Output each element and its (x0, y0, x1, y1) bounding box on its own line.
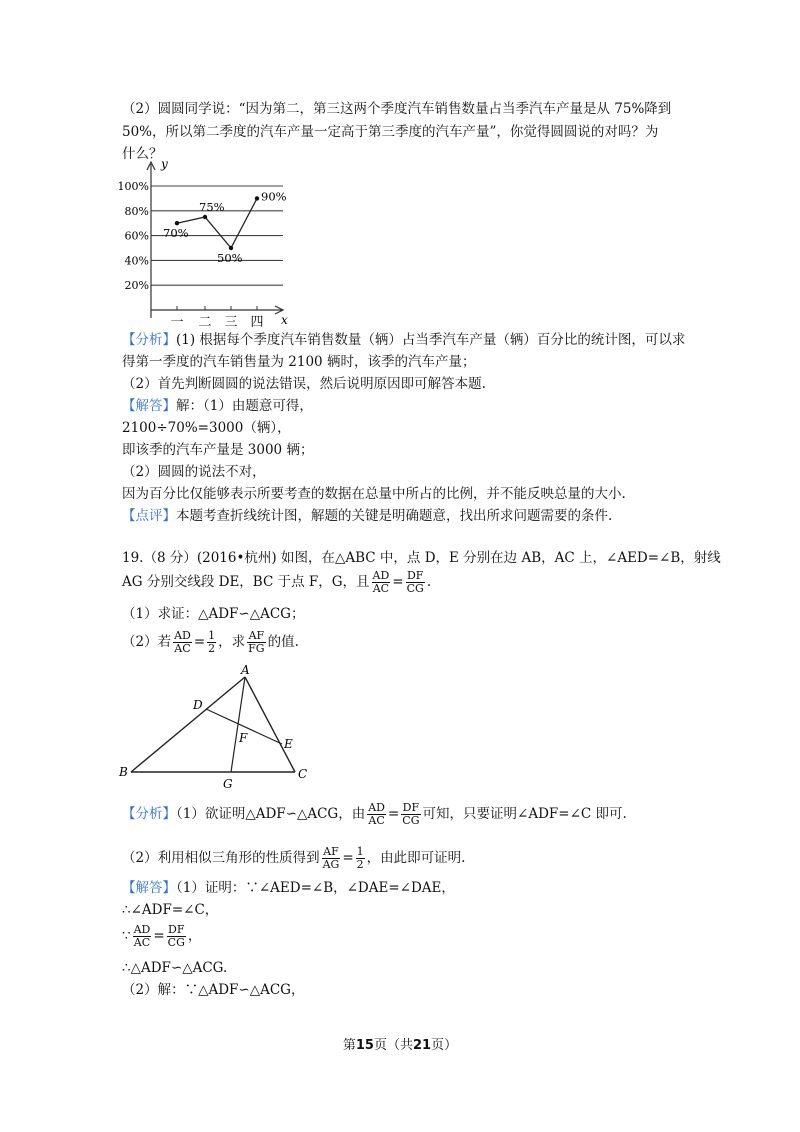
q19-line1: 19.（8 分）(2016•杭州) 如图，在△ABC 中，点 D，E 分别在边 AB，AC 上，∠AED=∠B，射线 (122, 550, 721, 566)
q18-part2-line2: 50%，所以第二季度的汽车产量一定高于第三季度的汽车产量”，你觉得圆圆说的对吗？为 (122, 124, 659, 140)
label-f: F (239, 731, 248, 745)
q18-comment: 【点评】本题考查折线统计图，解题的关键是明确题意，找出所求问题需要的条件. (122, 508, 613, 524)
q19-answer-line1: 【解答】（1）证明：∵∠AED=∠B，∠DAE=∠DAE， (122, 880, 455, 896)
q19-answer-line3: ∵ $\frac{AD}{AC}$ = $\frac{DF}{CG}$ ， (122, 923, 202, 949)
data-label: 70% (163, 226, 189, 241)
x-axis-label: x (281, 313, 288, 327)
q18-answer-line5: 因为百分比仅能够表示所要考查的数据在总量中所占的比例，并不能反映总量的大小. (122, 486, 626, 502)
x-tick-label: 一 (170, 315, 184, 328)
q19-part1: （1）求证：△ADF∽△ACG； (122, 606, 305, 622)
analysis-tag: 【分析】 (122, 332, 176, 348)
answer-tag: 【解答】 (122, 880, 176, 896)
label-g: G (223, 777, 233, 791)
y-tick-label: 60% (124, 229, 149, 243)
y-tick-label: 20% (124, 279, 149, 293)
data-label: 90% (261, 189, 287, 204)
label-b: B (119, 765, 128, 779)
q18-answer-line2: 2100÷70%=3000（辆）， (122, 420, 291, 436)
q19-answer-line5: （2）解：∵△ADF∽△ACG， (122, 982, 305, 998)
label-a: A (241, 663, 250, 677)
q19-answer-line2: ∴∠ADF=∠C， (122, 902, 219, 918)
fraction-ad-ac: $\frac{AD}{AC}$ (133, 923, 151, 949)
data-point (255, 196, 259, 200)
data-label: 50% (217, 251, 243, 265)
fraction-ad-ac: $\frac{AD}{AC}$ (368, 801, 385, 827)
x-tick-label: 二 (198, 315, 212, 328)
fraction-ad-ac: $\frac{AD}{AC}$ (174, 629, 191, 655)
fraction-af-fg: $\frac{AF}{FG}$ (248, 629, 265, 655)
comment-tag: 【点评】 (122, 508, 176, 524)
side-ac (245, 677, 295, 772)
ray-ag (231, 677, 245, 772)
q18-answer-line1: 【解答】解：（1）由题意可得， (122, 398, 313, 414)
label-c: C (298, 767, 308, 781)
fraction-one-half: $\frac{1}{2}$ (356, 845, 364, 871)
analysis-tag: 【分析】 (122, 806, 176, 822)
label-e: E (284, 737, 293, 751)
fraction-af-ag: $\frac{AF}{AG}$ (322, 845, 340, 871)
q18-part2-line3: 什么？ (122, 146, 163, 162)
q18-line-chart (115, 158, 295, 328)
fraction-df-cg: $\frac{DF}{CG}$ (167, 923, 185, 949)
data-point (229, 246, 233, 250)
y-tick-label: 100% (117, 180, 149, 193)
q19-triangle-figure (115, 662, 315, 792)
fraction-df-cg: $\frac{DF}{CG}$ (402, 801, 420, 827)
page-footer: 第15页（共21页） (342, 1038, 458, 1053)
label-d: D (193, 698, 203, 712)
q18-answer-line3: 即该季的汽车产量是 3000 辆； (122, 442, 314, 458)
x-tick-label: 四 (250, 315, 264, 328)
q18-analysis-line3: （2）首先判断圆圆的说法错误，然后说明原因即可解答本题. (122, 376, 486, 392)
fraction-one-half: $\frac{1}{2}$ (208, 629, 216, 655)
q19-part2: （2）若 $\frac{AD}{AC}$ = $\frac{1}{2}$ ，求 $\frac{AF}{FG}$ 的值. (122, 629, 299, 655)
fraction-ad-ac: $\frac{AD}{AC}$ (372, 569, 390, 595)
fraction-df-cg: $\frac{DF}{CG}$ (406, 569, 424, 595)
q18-analysis-line2: 得第一季度的汽车销售量为 2100 辆时，该季的汽车产量； (122, 354, 476, 370)
page-number: 15 (355, 1038, 374, 1053)
answer-tag: 【解答】 (122, 398, 176, 414)
y-tick-label: 40% (124, 254, 149, 268)
page-total: 21 (413, 1038, 432, 1053)
q19-line2: AG 分别交线段 DE，BC 于点 F，G，且 $\frac{AD}{AC}$ = $\frac{DF}{CG}$ . (122, 569, 432, 595)
q18-part2-line1: （2）圆圆同学说：“因为第二，第三这两个季度汽车销售数量占当季汽车产量是从 75%降到 (122, 101, 672, 117)
q19-analysis-line2: （2）利用相似三角形的性质得到 $\frac{AF}{AG}$ = $\frac{1}{2}$ ，由此即可证明. (122, 845, 466, 871)
q18-answer-line4: （2）圆圆的说法不对， (122, 464, 266, 480)
data-point (203, 215, 207, 219)
q19-answer-line4: ∴△ADF∽△ACG. (122, 960, 228, 976)
q19-analysis-line1: 【分析】（1）欲证明△ADF∽△ACG，由 $\frac{AD}{AC}$ = $\frac{DF}{CG}$ 可知，只要证明∠ADF=∠C 即可. (122, 801, 627, 827)
q18-analysis-line1: 【分析】(1) 根据每个季度汽车销售数量（辆）占当季汽车产量（辆）百分比的统计图，可以求 (122, 332, 686, 348)
y-tick-label: 80% (124, 204, 149, 218)
x-tick-label: 三 (224, 315, 238, 328)
data-point (175, 221, 179, 225)
side-ab (131, 677, 245, 772)
y-axis-label: y (161, 158, 168, 171)
data-label: 75% (199, 200, 225, 214)
